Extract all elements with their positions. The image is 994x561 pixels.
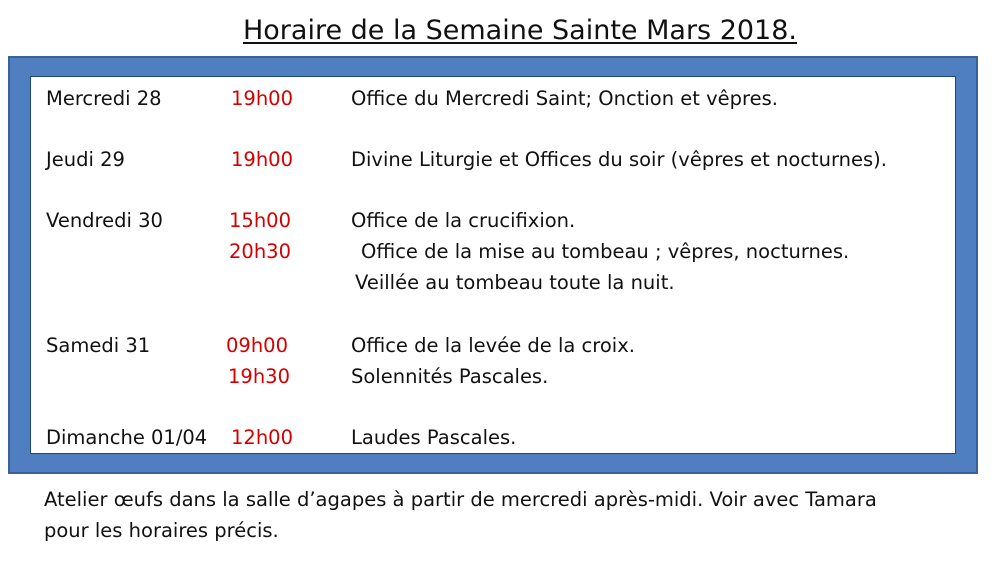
time-label: 20h30 xyxy=(229,240,291,263)
schedule-panel xyxy=(30,76,956,454)
day-label: Dimanche 01/04 xyxy=(46,426,208,449)
footer-line: Atelier œufs dans la salle d’agapes à partir de mercredi après-midi. Voir avec Tamara xyxy=(44,488,877,511)
time-label: 19h00 xyxy=(231,87,293,110)
time-label: 12h00 xyxy=(231,426,293,449)
service-description: Office de la mise au tombeau ; vêpres, nocturnes. xyxy=(361,240,850,263)
schedule-row-mercredi xyxy=(31,84,955,114)
service-description: Office de la levée de la croix. xyxy=(351,334,635,357)
time-label: 15h00 xyxy=(229,209,291,232)
schedule-row-samedi-2 xyxy=(31,362,955,392)
schedule-row-vendredi-3 xyxy=(31,268,955,298)
day-label: Mercredi 28 xyxy=(46,87,162,110)
schedule-row-vendredi-2 xyxy=(31,237,955,267)
time-label: 19h00 xyxy=(231,148,293,171)
schedule-row-samedi xyxy=(31,331,955,361)
time-label: 19h30 xyxy=(228,365,290,388)
footer-line: pour les horaires précis. xyxy=(44,519,279,542)
service-description: Solennités Pascales. xyxy=(351,365,549,388)
schedule-row-jeudi xyxy=(31,145,955,175)
page-title: Horaire de la Semaine Sainte Mars 2018. xyxy=(242,15,797,46)
schedule-row-vendredi xyxy=(31,206,955,236)
footer-note xyxy=(44,484,988,546)
service-description: Divine Liturgie et Offices du soir (vêpres et nocturnes). xyxy=(351,148,887,171)
service-description: Laudes Pascales. xyxy=(351,426,517,449)
service-description: Office de la crucifixion. xyxy=(351,209,576,232)
time-label: 09h00 xyxy=(226,334,288,357)
day-label: Samedi 31 xyxy=(46,334,151,357)
schedule-frame xyxy=(8,56,978,474)
schedule-row-dimanche xyxy=(31,423,955,453)
day-label: Jeudi 29 xyxy=(46,148,125,171)
service-description: Veillée au tombeau toute la nuit. xyxy=(355,271,675,294)
day-label: Vendredi 30 xyxy=(46,209,163,232)
service-description: Office du Mercredi Saint; Onction et vêpres. xyxy=(351,87,778,110)
